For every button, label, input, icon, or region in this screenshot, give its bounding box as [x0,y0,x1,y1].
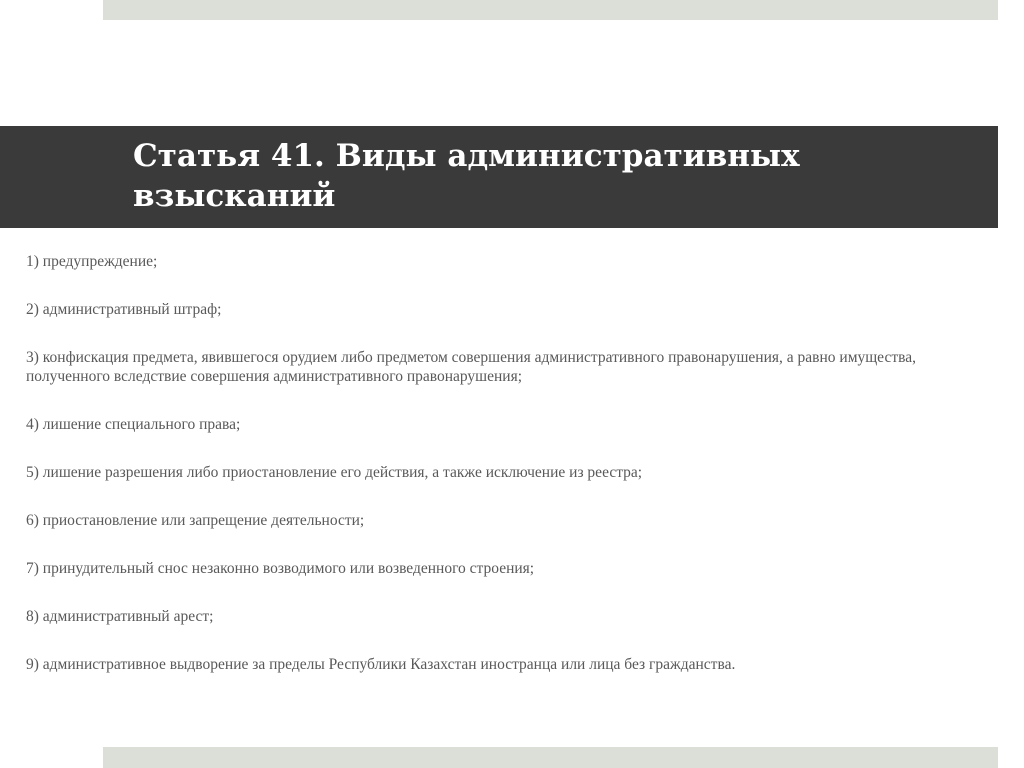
list-item: 2) административный штраф; [26,301,222,318]
bottom-accent-bar [103,747,998,768]
list-item: 7) принудительный снос незаконно возводимого или возведенного строения; [26,560,535,577]
top-accent-bar [103,0,998,20]
list-item: 8) административный арест; [26,608,214,625]
list-item: 4) лишение специального права; [26,416,241,433]
list-item: 1) предупреждение; [26,253,158,270]
slide-title: Статья 41. Виды административных взысканий [133,138,800,214]
list-item: 5) лишение разрешения либо приостановление его действия, а также исключение из реестра; [26,464,643,481]
sanctions-list [26,252,986,674]
list-item: 6) приостановление или запрещение деятельности; [26,512,365,529]
list-item: 9) административное выдворение за пределы Республики Казахстан иностранца или лица без гражданства. [26,656,736,673]
list-item: 3) конфискация предмета, явившегося орудием либо предметом совершения административного правонарушения, а равно имущества, полученного вследствие совершения административного правонарушения; [26,349,916,385]
